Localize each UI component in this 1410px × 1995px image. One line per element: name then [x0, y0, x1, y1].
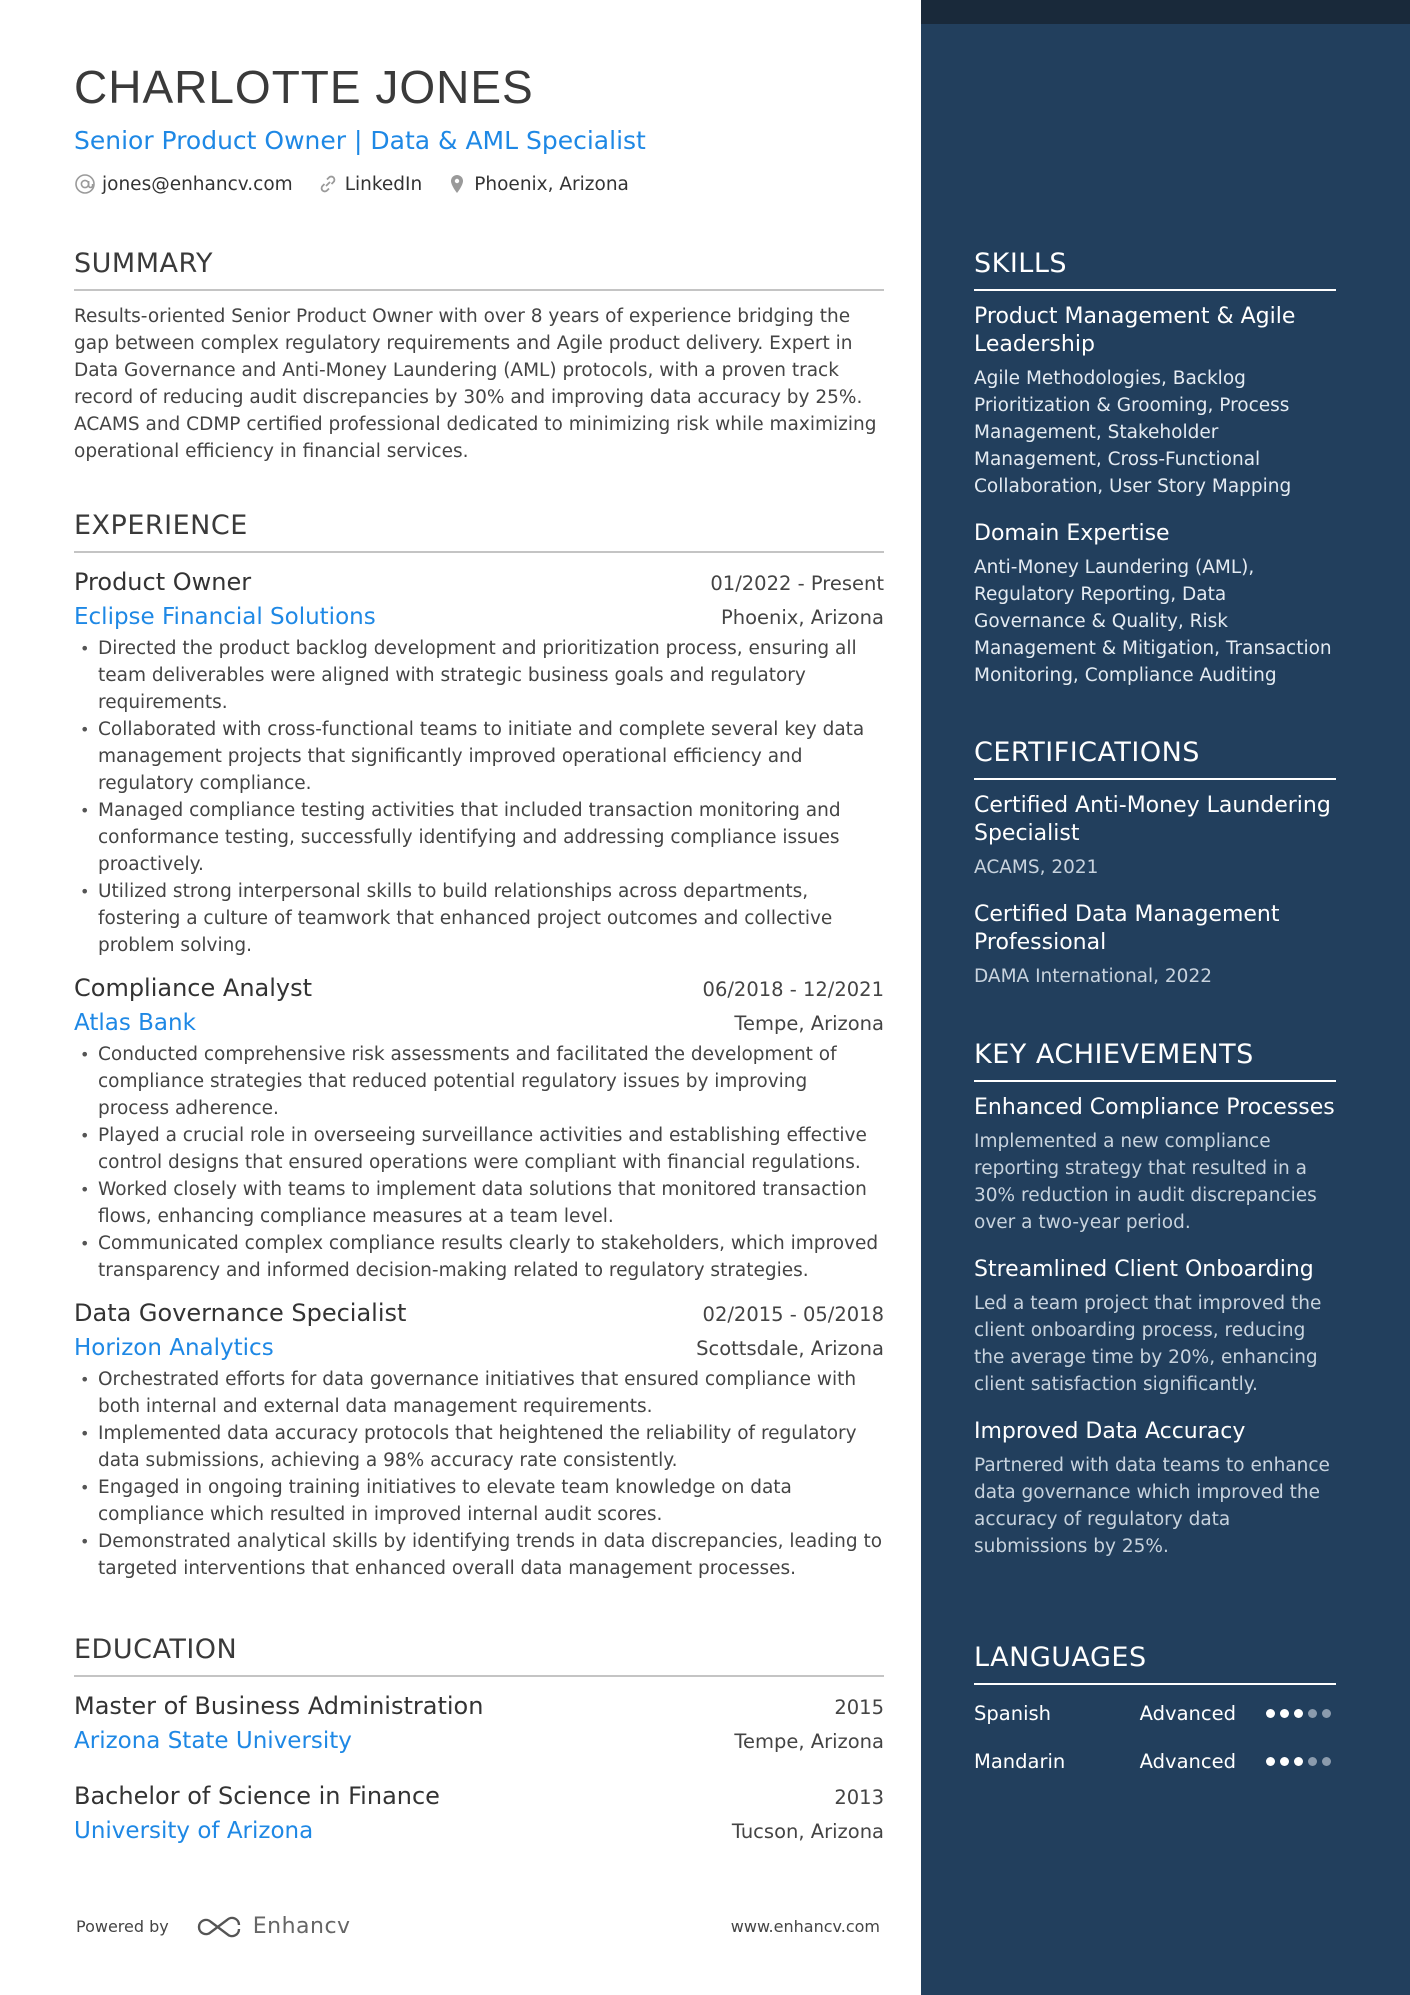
job-entry: [74, 565, 884, 959]
skills-section: [974, 250, 1336, 689]
achievements-heading: KEY ACHIEVEMENTS: [974, 1041, 1336, 1082]
degree: Bachelor of Science in Finance: [74, 1782, 440, 1810]
at-sign-icon: [74, 173, 96, 195]
school-location: Tucson, Arizona: [731, 1820, 884, 1843]
resume-header: [74, 58, 884, 195]
proficiency-dot-filled: [1280, 1757, 1289, 1766]
language-name: Mandarin: [974, 1749, 1066, 1773]
job-bullet: • Managed compliance testing activities that included transaction monitoring and conformance testing, successfully identifying and addressing compliance issues proactively.: [74, 797, 884, 878]
link-icon: [317, 173, 339, 195]
certification-title: Certified Data Management Professional: [974, 902, 1280, 955]
education-section: [74, 1636, 884, 1849]
school-location: Tempe, Arizona: [734, 1730, 884, 1753]
job-role: Data Governance Specialist: [74, 1299, 407, 1327]
job-bullet: • Conducted comprehensive risk assessments and facilitated the development of compliance strategies that reduced potential regulatory issues by improving process adherence.: [74, 1041, 884, 1122]
achievement-text: Implemented a new compliance reporting strategy that resulted in a 30% reduction in audit discrepancies over a two-year period.: [974, 1131, 1317, 1233]
certifications-heading: CERTIFICATIONS: [974, 739, 1336, 780]
summary-heading: SUMMARY: [74, 250, 884, 291]
achievement-title: Streamlined Client Onboarding: [974, 1257, 1314, 1282]
powered-by: [76, 1914, 351, 1939]
job-bullet: • Played a crucial role in overseeing surveillance activities and establishing effective control designs that ensured operations were compliant with financial regulations.: [74, 1122, 884, 1176]
languages-heading: LANGUAGES: [974, 1644, 1336, 1685]
job-bullet: • Communicated complex compliance results clearly to stakeholders, which improved transparency and informed decision-making related to regulatory strategies.: [74, 1230, 884, 1284]
powered-by-label: Powered by: [76, 1917, 169, 1936]
job-company: Eclipse Financial Solutions: [74, 604, 376, 630]
proficiency-dots: [1266, 1757, 1336, 1766]
proficiency-dot-empty: [1322, 1709, 1331, 1718]
brand-name: Enhancv: [252, 1914, 351, 1939]
job-company: Atlas Bank: [74, 1010, 196, 1036]
job-location: Tempe, Arizona: [734, 1012, 884, 1035]
skill-group-text: Agile Methodologies, Backlog Prioritization & Grooming, Process Management, Stakeholder Management, Cross-Functional Collaboration, User Story Mapping: [974, 368, 1292, 497]
job-location: Scottsdale, Arizona: [696, 1337, 884, 1360]
languages-section: [974, 1644, 1336, 1785]
job-bullet: • Orchestrated efforts for data governance initiatives that ensured compliance with both internal and external data management requirements.: [74, 1366, 884, 1420]
education-heading: EDUCATION: [74, 1636, 884, 1677]
certifications-section: [974, 739, 1336, 990]
proficiency-dot-filled: [1266, 1709, 1275, 1718]
job-bullet: • Demonstrated analytical skills by identifying trends in data discrepancies, leading to targeted interventions that enhanced overall data management processes.: [74, 1528, 884, 1582]
proficiency-dot-filled: [1294, 1709, 1303, 1718]
job-bullet: • Directed the product backlog development and prioritization process, ensuring all team deliverables were aligned with strategic business goals and regulatory requirements.: [74, 635, 884, 716]
education-entry: [74, 1779, 884, 1849]
job-entry: [74, 1296, 884, 1582]
footer: [76, 1914, 880, 1939]
candidate-title: Senior Product Owner | Data & AML Specialist: [74, 126, 646, 155]
job-dates: 06/2018 - 12/2021: [702, 978, 884, 1001]
achievement-title: Enhanced Compliance Processes: [974, 1095, 1335, 1120]
skills-heading: SKILLS: [974, 250, 1336, 291]
contact-row: [74, 173, 884, 195]
degree: Master of Business Administration: [74, 1692, 484, 1720]
sidebar-top-bar: [921, 0, 1410, 24]
language-row: [974, 1689, 1336, 1737]
job-company: Horizon Analytics: [74, 1335, 274, 1361]
website-link[interactable]: www.enhancv.com: [730, 1917, 880, 1936]
graduation-year: 2013: [834, 1786, 884, 1809]
achievements-section: [974, 1041, 1336, 1560]
experience-heading: EXPERIENCE: [74, 512, 884, 553]
graduation-year: 2015: [834, 1696, 884, 1719]
skill-group-title: Domain Expertise: [974, 521, 1170, 546]
certification-issuer: DAMA International, 2022: [974, 966, 1212, 987]
language-level: Advanced: [1139, 1749, 1236, 1773]
location-pin-icon: [446, 173, 468, 195]
language-name: Spanish: [974, 1701, 1052, 1725]
job-bullets: [74, 635, 884, 959]
language-row: [974, 1737, 1336, 1785]
proficiency-dot-empty: [1308, 1709, 1317, 1718]
location-text: Phoenix, Arizona: [474, 173, 629, 195]
email-text: jones@enhancv.com: [102, 173, 293, 195]
job-bullet: • Utilized strong interpersonal skills to build relationships across departments, fostering a culture of teamwork that enhanced project outcomes and collective problem solving.: [74, 878, 884, 959]
summary-section: [74, 250, 884, 465]
language-level: Advanced: [1139, 1701, 1236, 1725]
job-role: Product Owner: [74, 568, 252, 596]
job-dates: 01/2022 - Present: [710, 572, 884, 595]
proficiency-dot-filled: [1266, 1757, 1275, 1766]
job-bullet: • Engaged in ongoing training initiatives to elevate team knowledge on data compliance which resulted in improved internal audit scores.: [74, 1474, 884, 1528]
job-bullet: • Collaborated with cross-functional teams to initiate and complete several key data management projects that significantly improved operational efficiency and regulatory compliance.: [74, 716, 884, 797]
proficiency-dots: [1266, 1709, 1336, 1718]
job-location: Phoenix, Arizona: [720, 606, 884, 629]
job-bullet: • Worked closely with teams to implement data solutions that monitored transaction flows, enhancing compliance measures at a team level.: [74, 1176, 884, 1230]
contact-location: [446, 173, 629, 195]
skill-group-title: Product Management & Agile Leadership: [974, 304, 1296, 357]
job-entry: [74, 971, 884, 1284]
linkedin-text: LinkedIn: [344, 173, 423, 195]
contact-linkedin[interactable]: [317, 173, 423, 195]
skill-group-text: Anti-Money Laundering (AML), Regulatory Reporting, Data Governance & Quality, Risk Management & Mitigation, Transaction Monitoring, Compliance Auditing: [974, 557, 1332, 686]
achievement-title: Improved Data Accuracy: [974, 1419, 1246, 1444]
candidate-name: CHARLOTTE JONES: [74, 61, 534, 113]
job-dates: 02/2015 - 05/2018: [702, 1303, 884, 1326]
summary-text: Results-oriented Senior Product Owner with over 8 years of experience bridging the gap between complex regulatory requirements and Agile product delivery. Expert in Data Governance and Anti-Money Laundering (AML) protocols, with a proven track record of reducing audit discrepancies by 30% and improving data accuracy by 25%. ACAMS and CDMP certified professional dedicated to minimizing risk while maximizing operational efficiency in financial services.: [74, 306, 877, 462]
school: Arizona State University: [74, 1728, 352, 1754]
certification-issuer: ACAMS, 2021: [974, 857, 1099, 878]
proficiency-dot-empty: [1308, 1757, 1317, 1766]
job-bullets: [74, 1041, 884, 1284]
contact-email[interactable]: [74, 173, 293, 195]
experience-section: [74, 512, 884, 1582]
school: University of Arizona: [74, 1818, 314, 1844]
job-bullet: • Implemented data accuracy protocols that heightened the reliability of regulatory data submissions, achieving a 98% accuracy rate consistently.: [74, 1420, 884, 1474]
achievement-text: Led a team project that improved the client onboarding process, reducing the average time by 20%, enhancing client satisfaction significantly.: [974, 1293, 1322, 1395]
enhancv-logo-icon: [195, 1915, 243, 1939]
proficiency-dot-filled: [1294, 1757, 1303, 1766]
education-entry: [74, 1689, 884, 1759]
job-bullets: [74, 1366, 884, 1582]
proficiency-dot-empty: [1322, 1757, 1331, 1766]
achievement-text: Partnered with data teams to enhance data governance which improved the accuracy of regulatory data submissions by 25%.: [974, 1455, 1330, 1557]
certification-title: Certified Anti-Money Laundering Specialist: [974, 793, 1331, 846]
proficiency-dot-filled: [1280, 1709, 1289, 1718]
job-role: Compliance Analyst: [74, 974, 313, 1002]
